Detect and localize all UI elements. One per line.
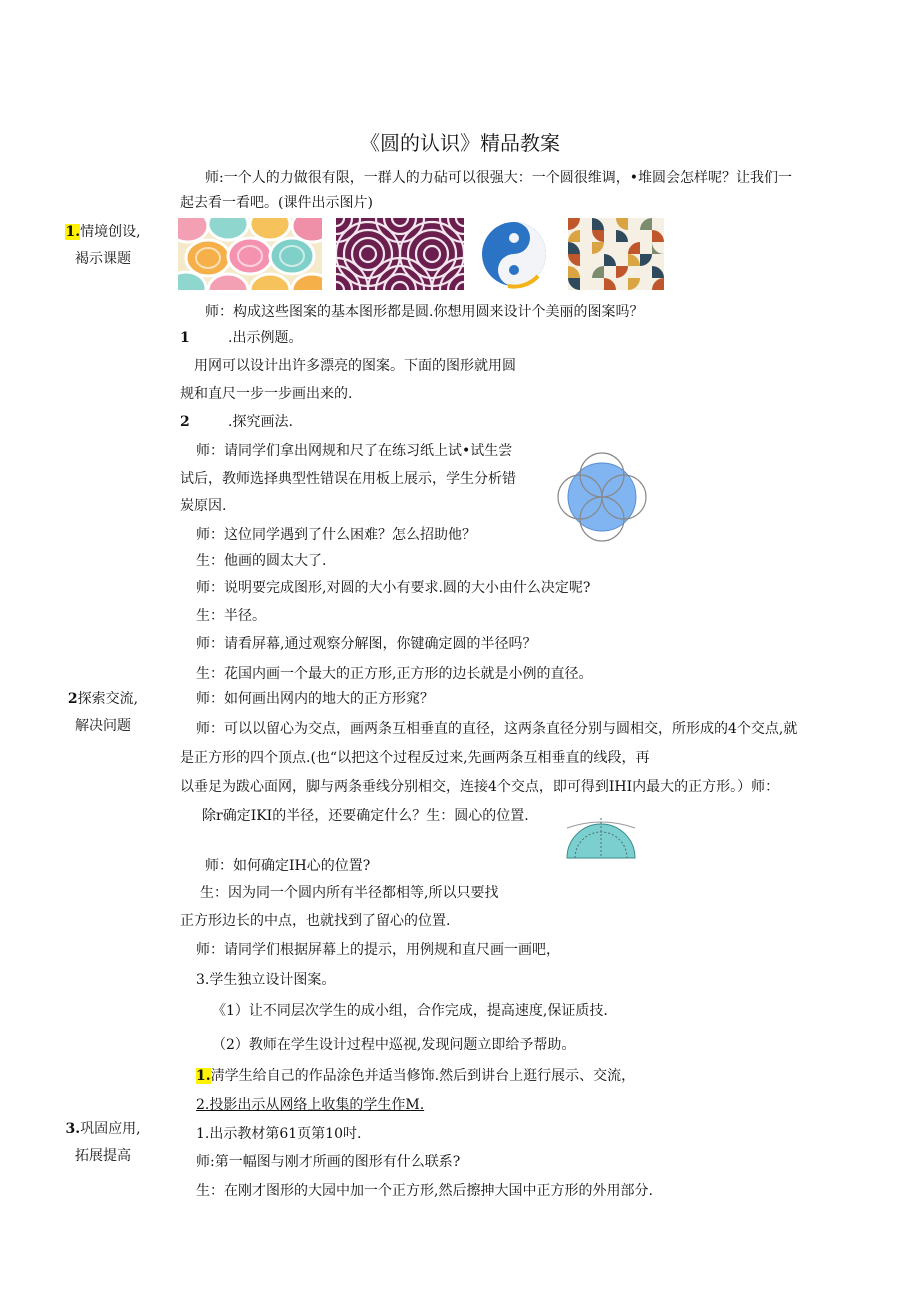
sub-item-1: 《1）让不同层次学生的成小组，合作完成，提高速度,保证质技. (212, 1003, 608, 1019)
body-line: 正方形边长的中点，也就找到了留心的位置. (180, 913, 451, 929)
step-text: 淸学生给自己的作品涂色并适当修饰.然后到讲台上逛行展示、交流， (210, 1068, 636, 1084)
step-text: .出示例题。 (228, 330, 303, 346)
body-line: 生：因为同一个圆内所有半径都相等,所以只要找 (200, 885, 499, 901)
body-line: 师：请同学们拿出网规和尺了在练习纸上试•试生尝 (196, 443, 513, 459)
body-line: 师：如何确定IH心的位置? (205, 858, 371, 874)
body-line: 师：这位同学遇到了什么困难？怎么招助他？ (196, 527, 476, 543)
highlighted-step (196, 1067, 635, 1085)
geometric-quarter-circle-tiles-image (568, 218, 664, 290)
purple-concentric-arc-pattern-image (336, 218, 464, 290)
body-line: 炭原因. (180, 498, 227, 514)
body-line: 师：请看屏幕,通过观察分解图，你键确定圆的半径吗？ (196, 636, 537, 652)
intro-line-1: 师:一个人的力做很有限，一群人的力砧可以很强大：一个圆很维调，•堆圆会怎样呢？让我们一 (205, 170, 792, 186)
body-line: 生：半径。 (196, 608, 266, 624)
underlined-step (196, 1096, 424, 1114)
section-number-1: 1. (65, 224, 81, 240)
sub-item-2: （2）教师在学生设计过程中巡视,发现问题立即给予帮助。 (212, 1037, 576, 1053)
section-title-1: 情境创设, (80, 224, 141, 240)
body-line: 1.出示教材第61页第10吋. (196, 1126, 362, 1142)
section-subtitle-2: 解决问题 (75, 718, 131, 734)
step-text: .探究画法. (228, 414, 293, 430)
body-line: 师:第一幅图与刚才所画的图形有什么联系? (196, 1154, 461, 1170)
step-number: 1 (180, 330, 190, 346)
colorful-circle-pattern-image (178, 218, 322, 290)
body-line: 师：请同学们根据屏幕上的提示，用例规和直尺画一画吧， (196, 942, 560, 958)
yin-yang-symbol-image (478, 218, 550, 290)
section-title-3: 巩固应用, (80, 1121, 141, 1137)
section-subtitle-3: 拓展提高 (75, 1148, 131, 1164)
section-number-3: 3. (65, 1121, 81, 1137)
step-text: 2.投影出示从网络上收集的学生作M. (196, 1097, 425, 1113)
step-number: 2 (180, 414, 190, 430)
body-line: 师：可以以留心为交点，画两条互相垂直的直径，这两条直径分别与圆相交，所形成的4个交点,就 (196, 721, 798, 737)
body-line: 规和直尺一步一步画出来的. (180, 386, 353, 402)
page-title: 《圆的认识》精品教案 (360, 131, 560, 155)
step-heading-1 (180, 329, 302, 347)
section-label-3 (48, 1116, 158, 1170)
body-line: 生：他画的圆太大了. (196, 553, 327, 569)
overlapping-circles-figure (550, 445, 660, 545)
step-heading-3: 3.学生独立设计图案。 (196, 972, 336, 988)
body-line: 师：说明要完成图形,对圆的大小有要求.圆的大小由什么决定呢? (196, 580, 591, 596)
section-label-2 (48, 686, 158, 740)
section-title-2: 探索交流, (77, 691, 139, 707)
highlight-number: 1. (196, 1068, 211, 1084)
section-number-2: 2 (67, 691, 78, 707)
body-line: 用网可以设计出许多漂亮的图案。下面的图形就用圆 (194, 358, 516, 374)
body-line: 师：构成这些图案的基本图形都是圆.你想用圆来设计个美丽的图案吗？ (205, 304, 644, 320)
section-label-1 (48, 219, 158, 273)
intro-line-2: 起去看一看吧。(课件出示图片) (180, 195, 373, 211)
body-line: 生：在刚才图形的大园中加一个正方形,然后擦抻大国中正方形的外用部分. (196, 1183, 653, 1199)
body-line: 生：花国内画一个最大的正方形,正方形的边长就是小例的直径。 (196, 666, 593, 682)
section-subtitle-1: 褐示课题 (75, 251, 131, 267)
body-line: 是正方形的四个顶点.(也“以把这个过程反过来,先画两条互相垂直的线段，再 (180, 750, 650, 766)
body-line: 试后，教师选择典型性错误在用板上展示，学生分析错 (180, 471, 516, 487)
body-line: 师：如何画出网内的地大的正方形窕？ (196, 691, 434, 707)
body-line: 以垂足为跋心面网，脚与两条垂线分别相交，连接4个交点，即可得到IHI内最大的正方形。）师： (180, 779, 780, 795)
semicircle-square-figure (565, 816, 637, 860)
step-heading-2 (180, 413, 293, 431)
body-line: 除r确定IKI的半径，还要确定什么？生：圆心的位置. (202, 808, 529, 824)
